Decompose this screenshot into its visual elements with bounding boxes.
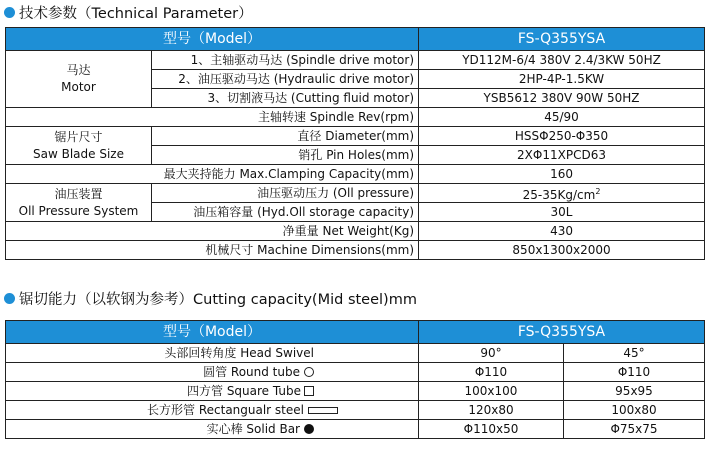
- capacity-value-90: 100x100: [419, 382, 564, 401]
- saw-blade-group-label: [6, 127, 152, 165]
- motor-row-value: 2HP-4P-1.5KW: [419, 70, 705, 89]
- oil-pressure-row-label: 油压箱容量 (Hyd.Oll storage capacity): [152, 203, 419, 222]
- motor-label-cn: 马达: [66, 63, 91, 77]
- saw-blade-row-value: HSSΦ250-Φ350: [419, 127, 705, 146]
- head-swivel-label: 头部回转角度 Head Swivel: [164, 346, 314, 360]
- technical-parameter-table: [5, 27, 705, 260]
- motor-label-en: Motor: [61, 80, 96, 94]
- capacity-value-90: Φ110: [419, 363, 564, 382]
- saw-blade-row-label: 销孔 Pin Holes(mm): [152, 146, 419, 165]
- motor-row-value: YSB5612 380V 90W 50HZ: [419, 89, 705, 108]
- dimensions-label: 机械尺寸 Machine Dimensions(mm): [6, 241, 419, 260]
- capacity-value-90: Φ110x50: [419, 420, 564, 439]
- spindle-rev-value: 45/90: [419, 108, 705, 127]
- square-outline-icon: [304, 386, 314, 396]
- square-tube-label: 四方管 Square Tube: [187, 384, 301, 398]
- saw-blade-row-label: 直径 Diameter(mm): [152, 127, 419, 146]
- model-value: FS-Q355YSA: [419, 321, 705, 344]
- section2-heading-text: 锯切能力（以软钢为参考）Cutting capacity(Mid steel)mm: [19, 291, 417, 308]
- cutting-capacity-table: [5, 320, 705, 439]
- table-row: [6, 241, 705, 260]
- saw-blade-label-en: Saw Blade Size: [33, 146, 124, 161]
- oil-pressure-row-label: 油压驱动压力 (Oll pressure): [152, 184, 419, 203]
- table-row: [6, 222, 705, 241]
- clamping-value: 160: [419, 165, 705, 184]
- section2-heading: [4, 288, 417, 308]
- net-weight-label: 净重量 Net Weight(Kg): [6, 222, 419, 241]
- capacity-row-label: [6, 363, 419, 382]
- dimensions-value: 850x1300x2000: [419, 241, 705, 260]
- section1-heading-text: 技术参数（Technical Parameter）: [19, 5, 253, 22]
- capacity-value-45: 100x80: [564, 401, 705, 420]
- table-row: [6, 344, 705, 363]
- solid-bar-label: 实心棒 Solid Bar: [206, 422, 300, 436]
- motor-group-label: [6, 51, 152, 108]
- capacity-row-label: [6, 401, 419, 420]
- table-row: [6, 165, 705, 184]
- rectangle-outline-icon: [308, 407, 338, 414]
- oil-pressure-value-text: 25-35Kg/cm: [522, 187, 596, 202]
- spindle-rev-label: 主轴转速 Spindle Rev(rpm): [6, 108, 419, 127]
- round-tube-label: 圆管 Round tube: [203, 365, 300, 379]
- clamping-label: 最大夹持能力 Max.Clamping Capacity(mm): [6, 165, 419, 184]
- table-row: [6, 51, 705, 70]
- table-row: [6, 420, 705, 439]
- table-header-row: [6, 28, 705, 51]
- net-weight-value: 430: [419, 222, 705, 241]
- oil-pressure-label-cn: 油压装置: [54, 186, 103, 201]
- table-row: [6, 127, 705, 146]
- motor-row-value: YD112M-6/4 380V 2.4/3KW 50HZ: [419, 51, 705, 70]
- table-row: [6, 184, 705, 203]
- circle-outline-icon: [304, 367, 314, 377]
- oil-pressure-group-label: [6, 184, 152, 222]
- model-label: 型号（Model）: [6, 28, 419, 51]
- capacity-value-90: 90°: [419, 344, 564, 363]
- capacity-value-45: 45°: [564, 344, 705, 363]
- capacity-value-45: Φ75x75: [564, 420, 705, 439]
- motor-row-label: 1、主轴驱动马达 (Spindle drive motor): [152, 51, 419, 70]
- table-row: [6, 108, 705, 127]
- oil-pressure-label-en: Oll Pressure System: [18, 203, 139, 218]
- capacity-value-90: 120x80: [419, 401, 564, 420]
- table-row: [6, 363, 705, 382]
- capacity-value-45: Φ110: [564, 363, 705, 382]
- saw-blade-row-value: 2XΦ11XPCD63: [419, 146, 705, 165]
- saw-blade-label-cn: 锯片尺寸: [54, 129, 103, 144]
- table-row: [6, 382, 705, 401]
- motor-row-label: 3、切割液马达 (Cutting fluid motor): [152, 89, 419, 108]
- rectangular-steel-label: 长方形管 Rectangualr steel: [147, 403, 304, 417]
- oil-pressure-row-value: [419, 184, 705, 203]
- section1-heading: [4, 2, 253, 22]
- model-value: FS-Q355YSA: [419, 28, 705, 51]
- capacity-row-label: [6, 420, 419, 439]
- model-label: 型号（Model）: [6, 321, 419, 344]
- table-header-row: [6, 321, 705, 344]
- motor-row-label: 2、油压驱动马达 (Hydraulic drive motor): [152, 70, 419, 89]
- filled-circle-icon: [304, 424, 314, 434]
- bullet-dot-icon: [4, 7, 15, 18]
- table-row: [6, 401, 705, 420]
- oil-pressure-unit-superscript: 2: [595, 186, 601, 196]
- capacity-row-label: [6, 382, 419, 401]
- capacity-value-45: 95x95: [564, 382, 705, 401]
- oil-pressure-row-value: 30L: [419, 203, 705, 222]
- bullet-dot-icon: [4, 293, 15, 304]
- capacity-row-label: [6, 344, 419, 363]
